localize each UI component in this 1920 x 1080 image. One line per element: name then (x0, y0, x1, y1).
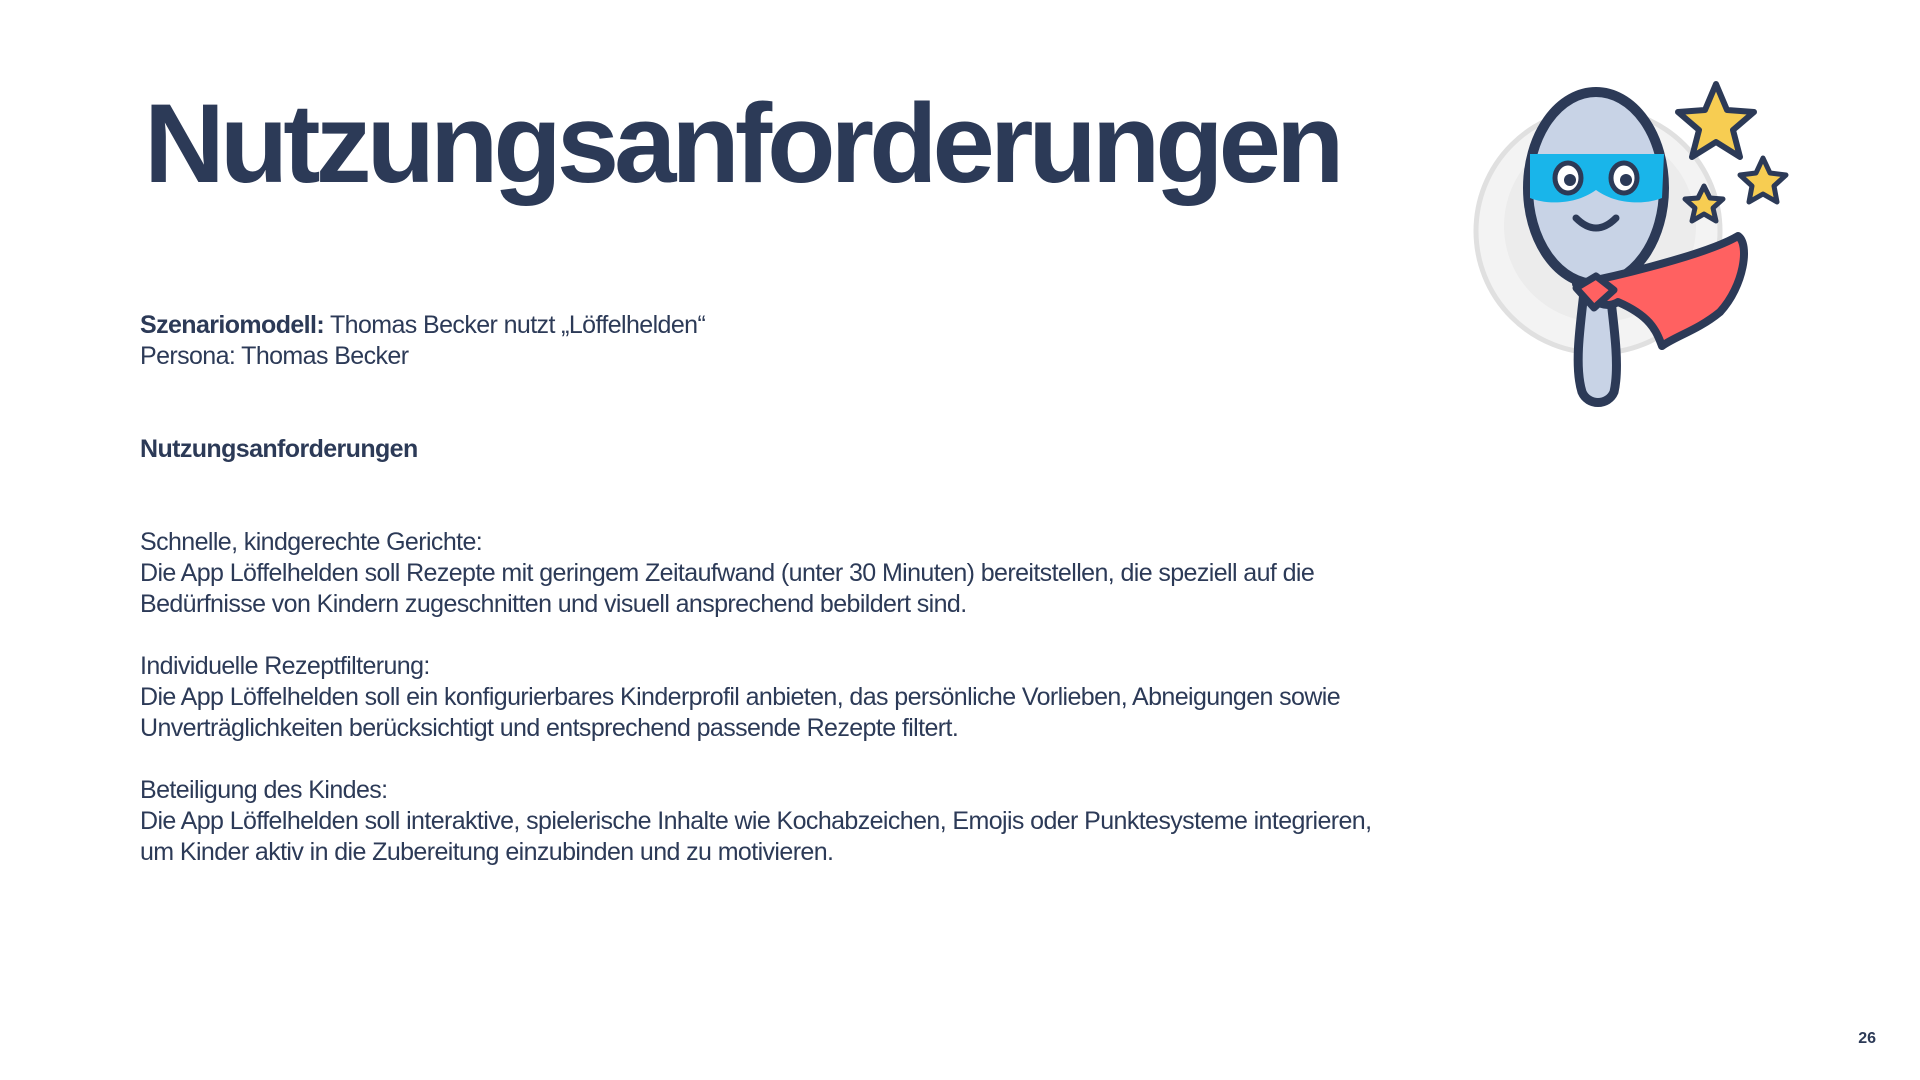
requirement-item (140, 527, 1380, 620)
requirement-text: Die App Löffelhelden soll interaktive, spielerische Inhalte wie Kochabzeichen, Emojis oder Punktesysteme integrieren, um Kinder aktiv in die Zubereitung einzubinden und zu motivieren. (140, 807, 1372, 866)
page-number: 26 (1858, 1030, 1876, 1047)
requirement-heading: Beteiligung des Kindes: (140, 776, 388, 804)
requirement-text: Die App Löffelhelden soll Rezepte mit geringem Zeitaufwand (unter 30 Minuten) bereitstellen, die speziell auf die Bedürfnisse von Kindern zugeschnitten und visuell ansprechend bebildert sind. (140, 559, 1315, 618)
requirement-item (140, 775, 1380, 868)
scenario-text: Thomas Becker nutzt „Löffelhelden“ (324, 311, 706, 339)
requirement-item (140, 651, 1380, 744)
star-medium (1740, 158, 1786, 202)
requirement-text: Die App Löffelhelden soll ein konfigurierbares Kinderprofil anbieten, das persönliche Vorlieben, Abneigungen sowie Unverträglichkeiten berücksichtigt und entsprechend passende Rezepte filtert. (140, 683, 1341, 742)
requirement-heading: Individuelle Rezeptfilterung: (140, 652, 430, 680)
requirement-heading: Schnelle, kindgerechte Gerichte: (140, 528, 483, 556)
spoon-superhero-icon (1468, 76, 1804, 412)
persona-line: Persona: Thomas Becker (140, 342, 409, 370)
scenario-line (140, 310, 1380, 341)
scenario-label: Szenariomodell: (140, 311, 325, 339)
star-large (1678, 84, 1754, 157)
slide-title: Nutzungsanforderungen (144, 81, 1340, 206)
slide-content (140, 310, 1380, 868)
section-heading: Nutzungsanforderungen (140, 435, 418, 463)
